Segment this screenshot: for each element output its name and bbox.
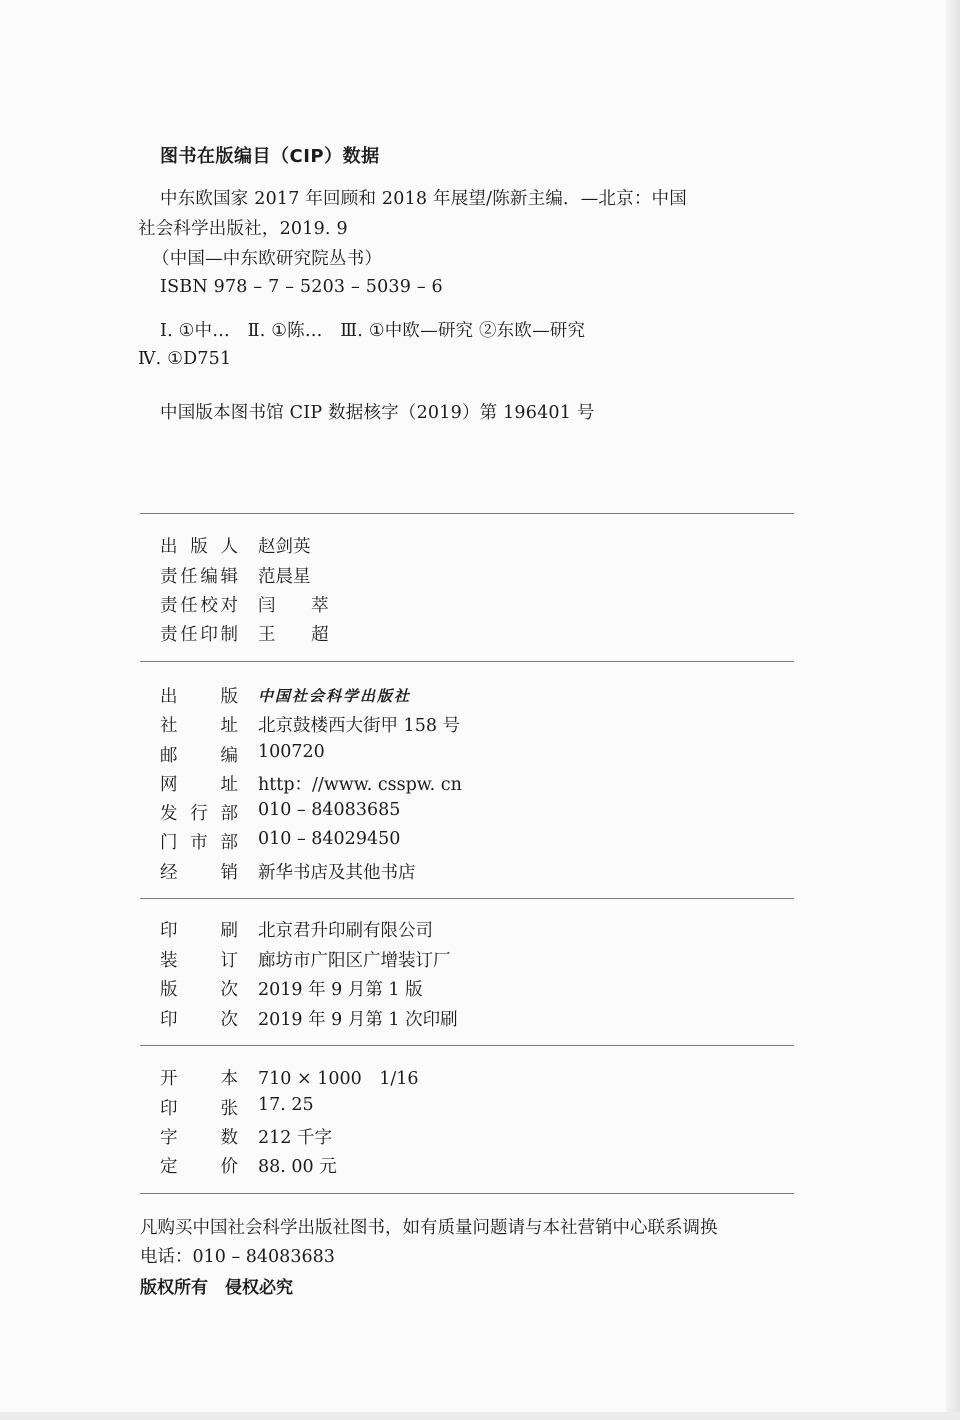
publisher-label: 邮 编 (160, 746, 238, 766)
staff-value: 闫 萃 (258, 596, 344, 616)
spec-label: 印 张 (160, 1099, 238, 1119)
publisher-value: 010 – 84083685 (258, 800, 401, 820)
staff-label: 出 版 人 (160, 537, 238, 557)
publisher-label: 出 版 (160, 687, 238, 707)
publisher-value: 100720 (258, 742, 325, 762)
spec-value: 212 千字 (258, 1128, 332, 1148)
printing-label: 装 订 (160, 951, 238, 971)
staff-value: 王 超 (258, 625, 344, 645)
cip-verification: 中国版本图书馆 CIP 数据核字（2019）第 196401 号 (160, 403, 595, 423)
spec-label: 字 数 (160, 1128, 238, 1148)
spec-label: 定 价 (160, 1157, 238, 1177)
publisher-label: 网 址 (160, 775, 238, 795)
publisher-label: 经 销 (160, 863, 238, 883)
divider-3 (140, 898, 794, 899)
cip-series: （中国—中东欧研究院丛书） (152, 249, 383, 269)
publisher-value: 北京鼓楼西大街甲 158 号 (258, 716, 461, 736)
printing-label: 版 次 (160, 980, 238, 1000)
cip-title: 图书在版编目（CIP）数据 (160, 146, 380, 167)
printing-value: 2019 年 9 月第 1 版 (258, 980, 423, 1000)
service-phone: 电话：010 – 84083683 (140, 1247, 335, 1267)
staff-value: 赵剑英 (258, 537, 311, 557)
publisher-label: 社 址 (160, 716, 238, 736)
page-edge-shadow (946, 0, 960, 1420)
publisher-website: http：//www. csspw. cn (258, 775, 462, 795)
spec-value: 88. 00 元 (258, 1157, 337, 1177)
publisher-logo-text: 中国社会科学出版社 (258, 687, 412, 705)
spec-value: 17. 25 (258, 1095, 314, 1115)
cip-classification-2: Ⅳ. ①D751 (138, 349, 232, 369)
copyright-notice: 版权所有 侵权必究 (140, 1278, 293, 1298)
printing-value: 北京君升印刷有限公司 (258, 921, 433, 941)
cip-isbn: ISBN 978 – 7 – 5203 – 5039 – 6 (160, 277, 443, 297)
printing-value: 廊坊市广阳区广增装订厂 (258, 951, 451, 971)
divider-2 (140, 661, 794, 662)
divider-5 (140, 1193, 794, 1194)
spec-label: 开 本 (160, 1069, 238, 1089)
printing-label: 印 刷 (160, 921, 238, 941)
page-bottom-edge (0, 1412, 960, 1420)
cip-line-2: 社会科学出版社，2019. 9 (138, 219, 348, 239)
staff-label: 责任编辑 (160, 567, 238, 587)
staff-value: 范晨星 (258, 567, 311, 587)
publisher-label: 门 市 部 (160, 833, 238, 853)
publisher-label: 发 行 部 (160, 804, 238, 824)
publisher-value: 新华书店及其他书店 (258, 863, 416, 883)
quality-notice: 凡购买中国社会科学出版社图书，如有质量问题请与本社营销中心联系调换 (140, 1218, 718, 1238)
cip-line-1: 中东欧国家 2017 年回顾和 2018 年展望/陈新主编．—北京：中国 (160, 189, 687, 209)
divider-4 (140, 1045, 794, 1046)
cip-classification-1: Ⅰ. ①中… Ⅱ. ①陈… Ⅲ. ①中欧—研究 ②东欧—研究 (160, 321, 586, 341)
printing-value: 2019 年 9 月第 1 次印刷 (258, 1010, 458, 1030)
publisher-value: 010 – 84029450 (258, 829, 401, 849)
divider-1 (140, 513, 794, 514)
spec-value: 710 × 1000 1/16 (258, 1069, 419, 1089)
printing-label: 印 次 (160, 1010, 238, 1030)
staff-label: 责任印制 (160, 625, 238, 645)
staff-label: 责任校对 (160, 596, 238, 616)
